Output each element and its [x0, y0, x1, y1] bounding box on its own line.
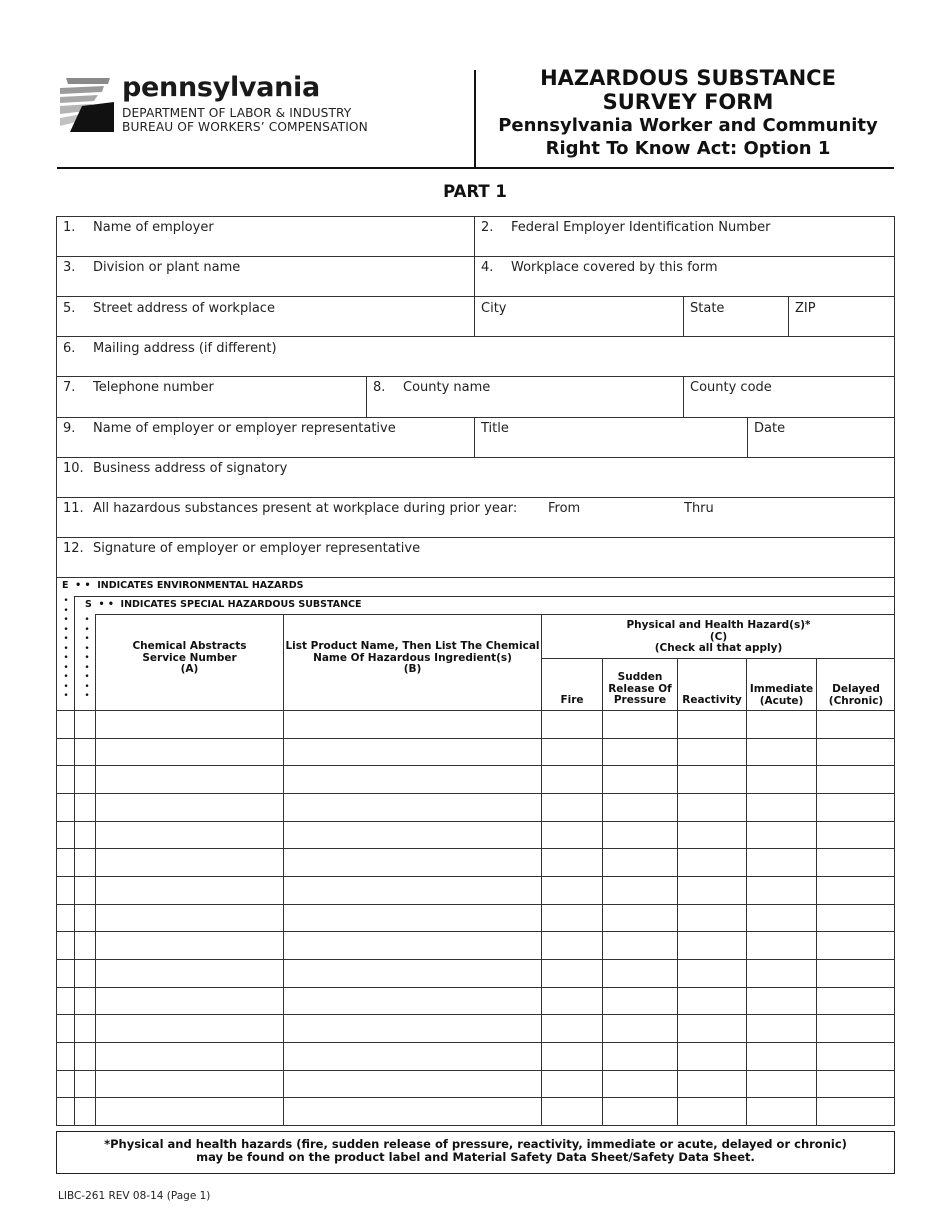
- logo-wordmark: pennsylvania: [122, 72, 320, 103]
- form-title-line1: HAZARDOUS SUBSTANCE: [540, 66, 836, 90]
- table-row[interactable]: [56, 876, 895, 877]
- table-row[interactable]: [56, 793, 895, 794]
- table-row[interactable]: [56, 987, 895, 988]
- table-row[interactable]: [56, 1042, 895, 1043]
- form-title-line2: SURVEY FORM: [602, 90, 774, 114]
- field-date[interactable]: Date: [754, 421, 786, 436]
- table-row[interactable]: [56, 848, 895, 849]
- bureau-line: BUREAU OF WORKERS’ COMPENSATION: [122, 120, 368, 134]
- col-header-immediate: Immediate (Acute): [749, 683, 814, 707]
- field-business-address[interactable]: 10. Business address of signatory: [63, 461, 288, 476]
- field-name-of-employer[interactable]: 1. Name of employer: [63, 220, 214, 235]
- field-federal-ein[interactable]: 2. Federal Employer Identification Number: [481, 220, 771, 235]
- table-row[interactable]: [56, 765, 895, 766]
- footnote-line2: may be found on the product label and Material Safety Data Sheet/Safety Data Sheet.: [196, 1150, 755, 1164]
- field-county-code[interactable]: County code: [690, 380, 772, 395]
- field-title[interactable]: Title: [481, 421, 509, 436]
- col-header-sudden-release: Sudden Release Of Pressure: [608, 671, 672, 706]
- table-row[interactable]: [56, 821, 895, 822]
- special-column-divider: [95, 614, 96, 1126]
- table-row[interactable]: [56, 931, 895, 932]
- field-street-address[interactable]: 5. Street address of workplace: [63, 301, 275, 316]
- field-zip[interactable]: ZIP: [795, 301, 816, 316]
- field-state[interactable]: State: [690, 301, 725, 316]
- field-city[interactable]: City: [481, 301, 507, 316]
- field-division-plant-name[interactable]: 3. Division or plant name: [63, 260, 241, 275]
- field-signature[interactable]: 12. Signature of employer or employer representative: [63, 541, 421, 556]
- header-rule: [57, 167, 894, 169]
- footnote-line1: *Physical and health hazards (fire, sudden release of pressure, reactivity, immediate or acute, delayed or chronic): [104, 1137, 847, 1151]
- form-title-block: [476, 66, 900, 160]
- department-line: DEPARTMENT OF LABOR & INDUSTRY: [122, 106, 352, 120]
- table-row[interactable]: [56, 1097, 895, 1098]
- table-row[interactable]: [56, 1014, 895, 1015]
- table-row[interactable]: [56, 1070, 895, 1071]
- pennsylvania-keystone-logo-icon: [58, 76, 118, 134]
- col-header-delayed: Delayed (Chronic): [828, 683, 884, 707]
- field-thru[interactable]: Thru: [684, 501, 714, 516]
- form-number: LIBC-261 REV 08-14 (Page 1): [58, 1190, 211, 1202]
- form-subtitle-line2: Right To Know Act: Option 1: [545, 138, 831, 159]
- table-row[interactable]: [56, 738, 895, 739]
- col-header-cas-number: Chemical Abstracts Service Number (A): [132, 640, 247, 675]
- form-subtitle-line1: Pennsylvania Worker and Community: [498, 115, 878, 136]
- table-row[interactable]: [56, 904, 895, 905]
- field-from[interactable]: From: [548, 501, 581, 516]
- special-dot-column: • • • • • • • • •: [84, 615, 90, 701]
- field-representative-name[interactable]: 9. Name of employer or employer representative: [63, 421, 396, 436]
- field-county-name[interactable]: 8. County name: [373, 380, 491, 395]
- env-dot-column: • • • • • • • • • • •: [63, 596, 69, 701]
- part-heading: PART 1: [443, 182, 507, 201]
- col-header-hazards: Physical and Health Hazard(s)* (C) (Check all that apply): [626, 619, 811, 654]
- hazard-footnote-box: [56, 1131, 895, 1174]
- col-header-reactivity: Reactivity: [682, 694, 742, 706]
- field-hazardous-substances-period[interactable]: 11. All hazardous substances present at workplace during prior year:: [63, 501, 518, 516]
- col-header-product-name: List Product Name, Then List The Chemical Name Of Hazardous Ingredient(s) (B): [285, 640, 540, 675]
- col-header-fire: Fire: [560, 694, 584, 706]
- field-mailing-address[interactable]: 6. Mailing address (if different): [63, 341, 277, 356]
- table-row[interactable]: [56, 959, 895, 960]
- field-telephone[interactable]: 7. Telephone number: [63, 380, 214, 395]
- field-workplace-covered[interactable]: 4. Workplace covered by this form: [481, 260, 718, 275]
- table-row[interactable]: [56, 710, 895, 711]
- env-hazard-legend: E • • INDICATES ENVIRONMENTAL HAZARDS: [62, 580, 304, 591]
- special-hazard-legend: S • • INDICATES SPECIAL HAZARDOUS SUBSTANCE: [85, 599, 362, 610]
- env-column-divider: [74, 596, 75, 1126]
